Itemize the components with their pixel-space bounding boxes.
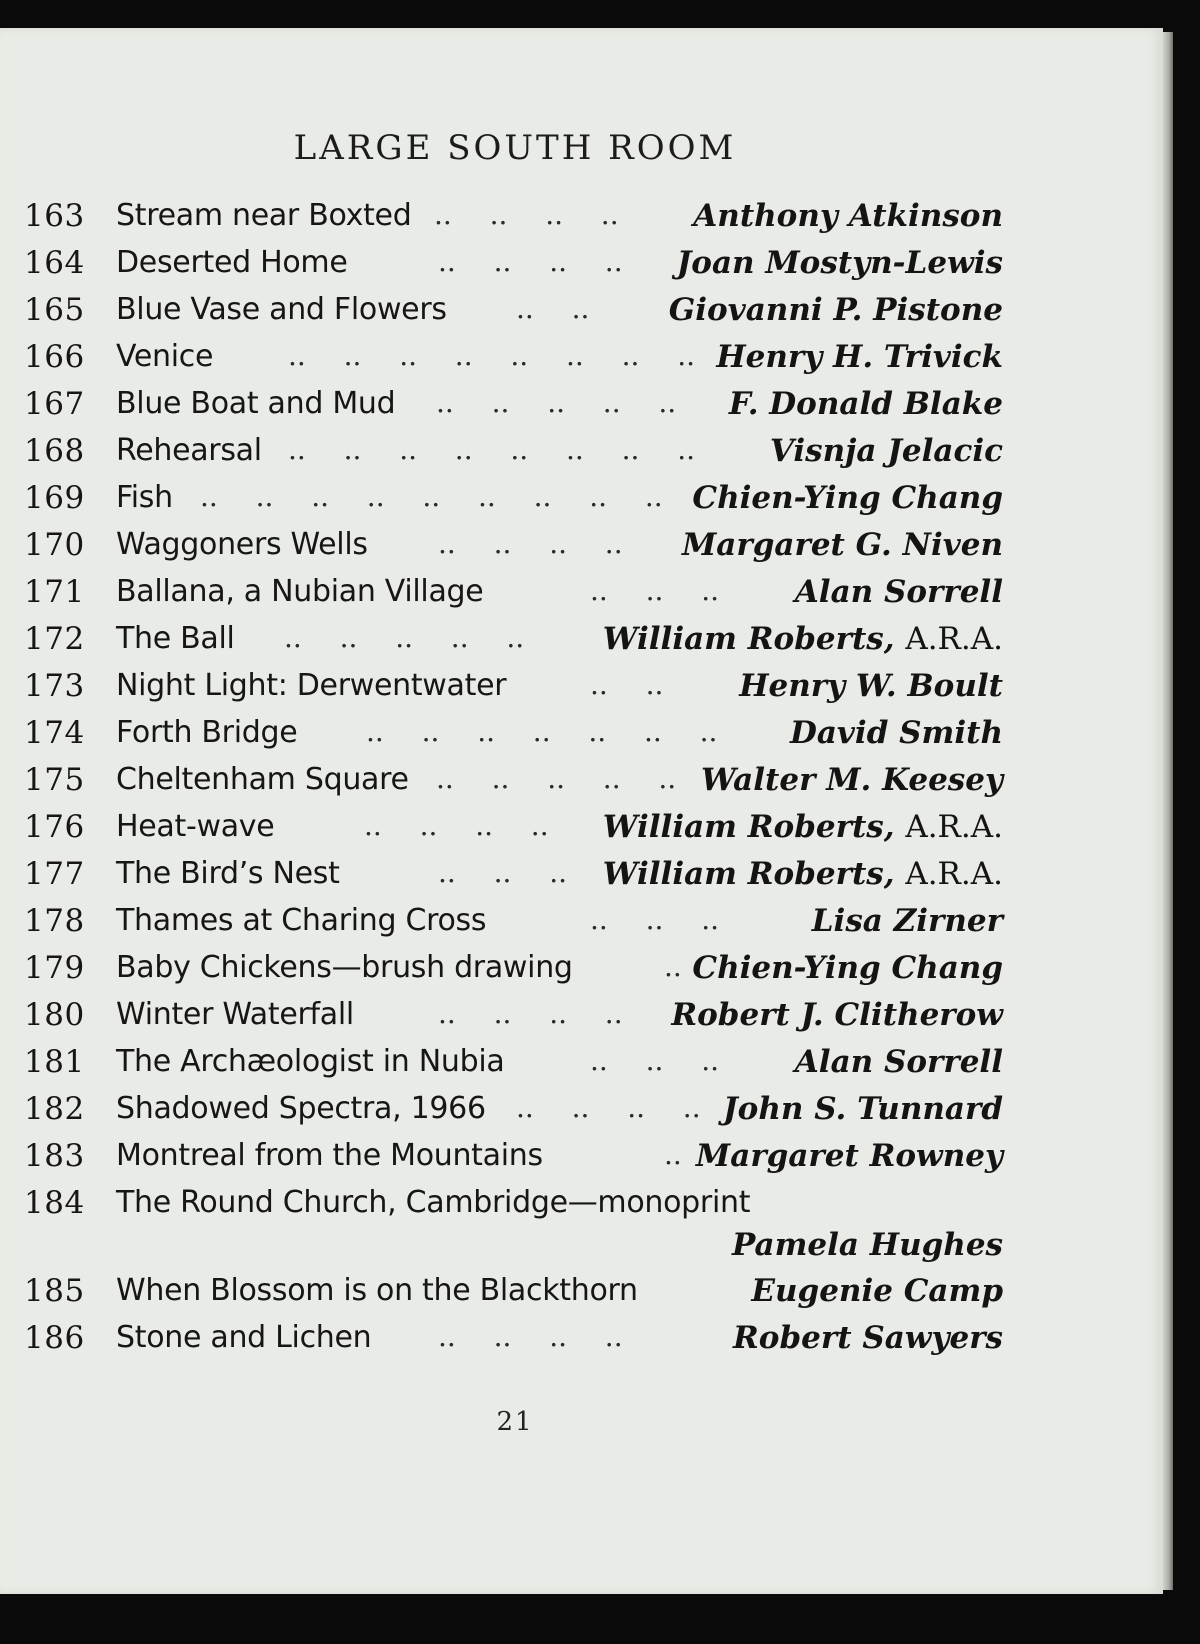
leader-dots: .. .. .. .. <box>438 527 623 560</box>
entry-title: Deserted Home <box>116 245 348 280</box>
artist-name: Walter M. Keesey <box>701 762 1003 798</box>
entry-artist <box>692 950 1003 986</box>
entry-row <box>0 856 1163 902</box>
leader-dots: .. .. .. .. <box>438 1320 623 1353</box>
entry-artist <box>729 386 1003 422</box>
artist-name: Robert J. Clitherow <box>671 997 1003 1033</box>
page-heading: LARGE SOUTH ROOM <box>293 128 737 168</box>
entry-number: 174 <box>24 715 85 751</box>
entry-title: When Blossom is on the Blackthorn <box>116 1273 638 1308</box>
entry-number: 173 <box>24 668 85 704</box>
artist-name: William Roberts, <box>602 856 895 892</box>
leader-dots: .. .. .. .. .. .. .. .. <box>288 339 696 372</box>
entry-number: 167 <box>24 386 85 422</box>
entry-number: 186 <box>24 1320 85 1356</box>
entry-artist <box>716 339 1003 375</box>
artist-name: Alan Sorrell <box>794 574 1003 610</box>
entry-title: Night Light: Derwentwater <box>116 668 507 703</box>
entry-artist <box>739 668 1003 704</box>
entry-artist <box>812 903 1003 939</box>
leader-dots: .. .. .. .. .. .. .. .. <box>288 433 696 466</box>
leader-dots: .. .. .. .. .. <box>436 762 677 795</box>
artist-name: Eugenie Camp <box>751 1273 1003 1309</box>
entry-title: Montreal from the Mountains <box>116 1138 543 1173</box>
entry-row <box>0 386 1163 432</box>
entry-row <box>0 762 1163 808</box>
leader-dots: .. <box>664 1138 682 1171</box>
entry-row <box>0 1320 1163 1366</box>
entry-title: The Ball <box>116 621 235 656</box>
entry-number: 168 <box>24 433 85 469</box>
leader-dots: .. .. .. <box>438 856 568 889</box>
leader-dots: .. .. .. <box>590 903 720 936</box>
artist-suffix: A.R.A. <box>905 809 1003 845</box>
artist-name: Henry H. Trivick <box>716 339 1003 375</box>
artist-name: David Smith <box>789 715 1003 751</box>
leader-dots: .. .. <box>590 668 664 701</box>
entry-artist <box>696 1138 1003 1174</box>
entry-artist <box>795 1044 1003 1080</box>
entry-row <box>0 621 1163 667</box>
entry-number: 166 <box>24 339 85 375</box>
artist-name: Giovanni P. Pistone <box>668 292 1003 328</box>
artist-suffix: A.R.A. <box>905 621 1003 657</box>
entry-row <box>0 292 1163 338</box>
leader-dots: .. .. .. <box>590 1044 720 1077</box>
artist-name: Anthony Atkinson <box>693 198 1003 234</box>
artist-name: William Roberts, <box>602 621 895 657</box>
entry-artist <box>603 621 1003 657</box>
entry-artist <box>795 574 1003 610</box>
leader-dots: .. <box>664 950 682 983</box>
entry-artist <box>751 1273 1003 1309</box>
entry-number: 171 <box>24 574 85 610</box>
leader-dots: .. .. .. .. .. <box>284 621 525 654</box>
entry-row <box>0 1044 1163 1090</box>
leader-dots: .. .. .. .. <box>434 198 619 231</box>
entry-row <box>0 715 1163 761</box>
entry-number: 177 <box>24 856 85 892</box>
entry-number: 169 <box>24 480 85 516</box>
entry-row <box>0 527 1163 573</box>
artist-name: John S. Tunnard <box>722 1091 1003 1127</box>
leader-dots: .. .. .. .. <box>438 245 623 278</box>
entry-title: Winter Waterfall <box>116 997 354 1032</box>
entry-number: 184 <box>24 1185 85 1221</box>
entry-artist <box>677 245 1003 281</box>
entry-row <box>0 433 1163 479</box>
entry-number: 185 <box>24 1273 85 1309</box>
leader-dots: .. .. .. .. <box>364 809 549 842</box>
artist-name: Margaret Rowney <box>695 1138 1003 1174</box>
entry-row <box>0 903 1163 949</box>
entry-title: Baby Chickens—brush drawing <box>116 950 573 985</box>
entry-title: Thames at Charing Cross <box>116 903 487 938</box>
leader-dots: .. .. .. .. <box>438 997 623 1030</box>
entry-title: Forth Bridge <box>116 715 298 750</box>
entry-title: The Bird’s Nest <box>116 856 340 891</box>
entry-number: 175 <box>24 762 85 798</box>
entry-title: Venice <box>116 339 214 374</box>
entry-row <box>0 339 1163 385</box>
entry-artist <box>669 292 1003 328</box>
entry-title: The Archæologist in Nubia <box>116 1044 505 1079</box>
entry-artist <box>790 715 1003 751</box>
entry-title: Ballana, a Nubian Village <box>116 574 484 609</box>
artist-name: Visnja Jelacic <box>769 433 1003 469</box>
entry-number: 172 <box>24 621 85 657</box>
entry-number: 176 <box>24 809 85 845</box>
entry-row <box>0 198 1163 244</box>
artist-name: William Roberts, <box>602 809 895 845</box>
artist-name: Chien-Ying Chang <box>692 950 1003 986</box>
entry-title: Stone and Lichen <box>116 1320 372 1355</box>
entry-title: Blue Boat and Mud <box>116 386 396 421</box>
entry-title: The Round Church, Cambridge—monoprint <box>116 1185 751 1220</box>
entry-number: 165 <box>24 292 85 328</box>
entry-number: 181 <box>24 1044 85 1080</box>
entry-title: Cheltenham Square <box>116 762 409 797</box>
artist-name: F. Donald Blake <box>728 386 1003 422</box>
entry-title: Rehearsal <box>116 433 262 468</box>
leader-dots: .. .. .. .. .. .. .. <box>366 715 718 748</box>
entry-artist <box>723 1091 1003 1127</box>
leader-dots: .. .. .. .. <box>516 1091 701 1124</box>
entry-row <box>0 668 1163 714</box>
entry-artist: Pamela Hughes <box>732 1227 1003 1263</box>
leader-dots: .. .. .. .. .. .. .. .. .. <box>200 480 663 513</box>
entry-title: Blue Vase and Flowers <box>116 292 447 327</box>
artist-name: Alan Sorrell <box>794 1044 1003 1080</box>
page-edge <box>1163 32 1173 1590</box>
entry-artist <box>701 762 1003 798</box>
leader-dots: .. .. .. .. .. <box>436 386 677 419</box>
entry-number: 164 <box>24 245 85 281</box>
entry-row <box>0 1091 1163 1137</box>
entry-number: 179 <box>24 950 85 986</box>
entry-row <box>0 480 1163 526</box>
entry-artist <box>693 198 1003 234</box>
entry-title: Stream near Boxted <box>116 198 412 233</box>
entry-number: 180 <box>24 997 85 1033</box>
entry-number: 178 <box>24 903 85 939</box>
entry-number: 182 <box>24 1091 85 1127</box>
entry-row <box>0 809 1163 855</box>
entry-artist <box>671 997 1003 1033</box>
entry-row <box>0 245 1163 291</box>
entry-artist <box>770 433 1003 469</box>
entry-row <box>0 574 1163 620</box>
artist-name: Henry W. Boult <box>739 668 1003 704</box>
entry-number: 170 <box>24 527 85 563</box>
artist-name: Margaret G. Niven <box>681 527 1003 563</box>
entry-artist <box>603 856 1003 892</box>
artist-suffix: A.R.A. <box>905 856 1003 892</box>
entry-row <box>0 997 1163 1043</box>
entry-title: Heat-wave <box>116 809 275 844</box>
artist-name: Chien-Ying Chang <box>692 480 1003 516</box>
entry-row <box>0 1273 1163 1319</box>
page-number: 21 <box>496 1407 534 1437</box>
entry-artist <box>603 809 1003 845</box>
entry-title: Shadowed Spectra, 1966 <box>116 1091 486 1126</box>
artist-name: Lisa Zirner <box>811 903 1003 939</box>
entry-title: Fish <box>116 480 173 515</box>
entry-title: Waggoners Wells <box>116 527 368 562</box>
artist-name: Robert Sawyers <box>733 1320 1003 1356</box>
entry-number: 163 <box>24 198 85 234</box>
artist-name: Joan Mostyn-Lewis <box>676 245 1003 281</box>
leader-dots: .. .. <box>516 292 590 325</box>
entry-artist <box>692 480 1003 516</box>
entry-number: 183 <box>24 1138 85 1174</box>
leader-dots: .. .. .. <box>590 574 720 607</box>
entry-row <box>0 1138 1163 1184</box>
entry-row <box>0 1185 1163 1273</box>
entry-row <box>0 950 1163 996</box>
entry-artist <box>733 1320 1003 1356</box>
entry-artist <box>682 527 1003 563</box>
